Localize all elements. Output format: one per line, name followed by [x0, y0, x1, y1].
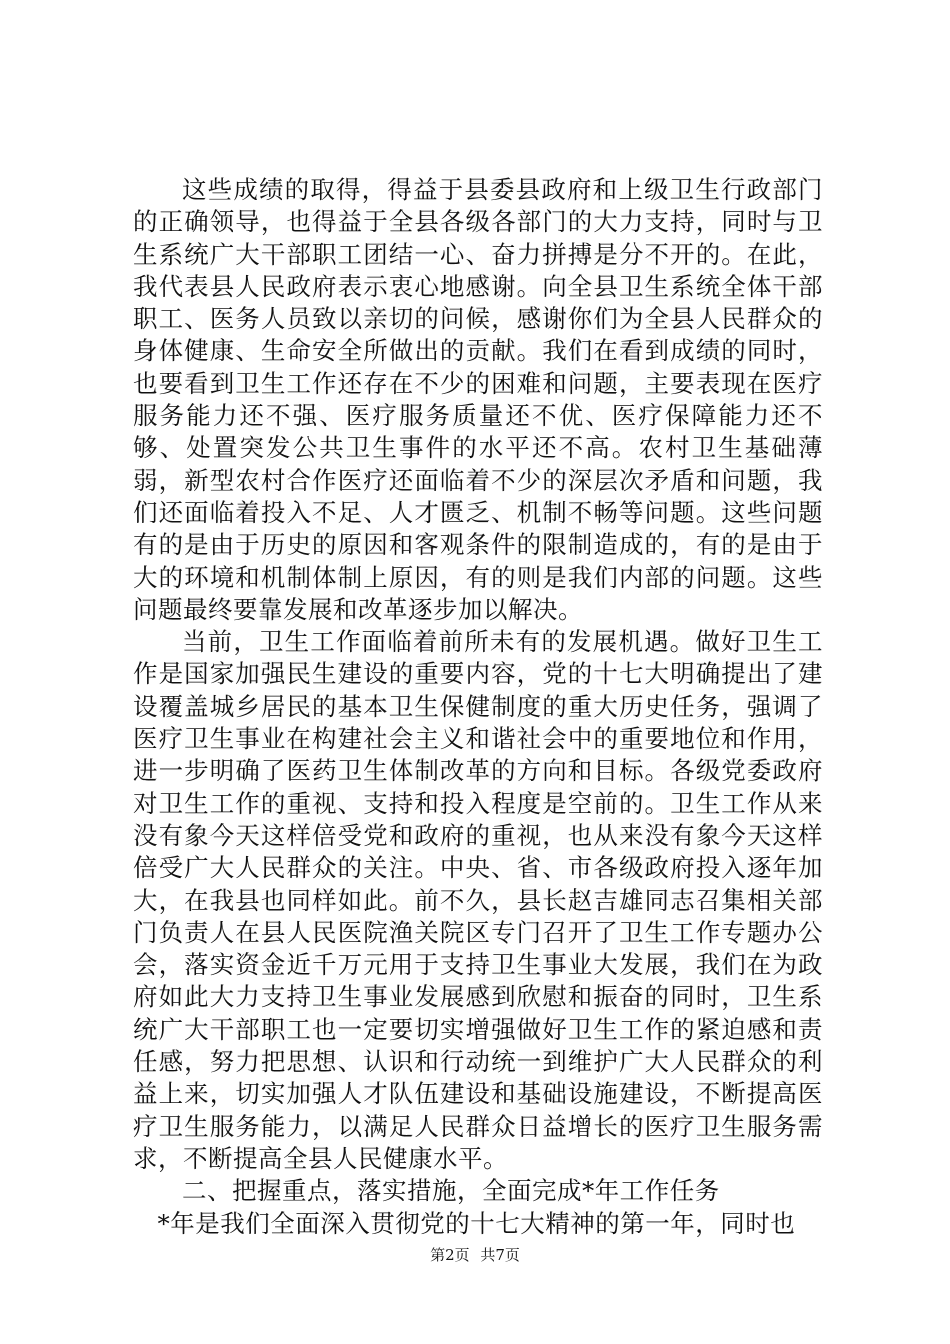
- page-footer: [0, 1245, 950, 1265]
- page-total: 共7页: [480, 1246, 520, 1264]
- paragraph-opportunities: 当前，卫生工作面临着前所未有的发展机遇。做好卫生工作是国家加强民生建设的重要内容，党的十七大明确提出了建设覆盖城乡居民的基本卫生保健制度的重大历史任务，强调了医疗卫生事业在构建社会主义和谐社会中的重要地位和作用，进一步明确了医药卫生体制改革的方向和目标。各级党委政府对卫生工作的重视、支持和投入程度是空前的。卫生工作从来没有象今天这样倍受党和政府的重视，也从来没有象今天这样倍受广大人民群众的关注。中央、省、市各级政府投入逐年加大，在我县也同样如此。前不久，县长赵吉雄同志召集相关部门负责人在县人民医院渔关院区专门召开了卫生工作专题办公会，落实资金近千万元用于支持卫生事业大发展，我们在为政府如此大力支持卫生事业发展感到欣慰和振奋的同时，卫生系统广大干部职工也一定要切实增强做好卫生工作的紧迫感和责任感，努力把思想、认识和行动统一到维护广大人民群众的利益上来，切实加强人才队伍建设和基础设施建设，不断提高医疗卫生服务能力，以满足人民群众日益增长的医疗卫生服务需求，不断提高全县人民健康水平。: [133, 627, 823, 1173]
- document-body: [133, 174, 823, 1240]
- section-heading: 二、把握重点，落实措施，全面完成*年工作任务: [182, 1176, 720, 1206]
- paragraph-achievements: 这些成绩的取得，得益于县委县政府和上级卫生行政部门的正确领导，也得益于全县各级各部门的大力支持，同时与卫生系统广大干部职工团结一心、奋力拼搏是分不开的。在此，我代表县人民政府表示衷心地感谢。向全县卫生系统全体干部职工、医务人员致以亲切的问候，感谢你们为全县人民群众的身体健康、生命安全所做出的贡献。我们在看到成绩的同时，也要看到卫生工作还存在不少的困难和问题，主要表现在医疗服务能力还不强、医疗服务质量还不优、医疗保障能力还不够、处置突发公共卫生事件的水平还不高。农村卫生基础薄弱，新型农村合作医疗还面临着不少的深层次矛盾和问题，我们还面临着投入不足、人才匮乏、机制不畅等问题。这些问题有的是由于历史的原因和客观条件的限制造成的，有的是由于大的环境和机制体制上原因，有的则是我们内部的问题。这些问题最终要靠发展和改革逐步加以解决。: [133, 175, 823, 624]
- page-number: 第2页: [430, 1246, 470, 1264]
- paragraph-next-year: *年是我们全面深入贯彻党的十七大精神的第一年，同时也: [157, 1208, 796, 1238]
